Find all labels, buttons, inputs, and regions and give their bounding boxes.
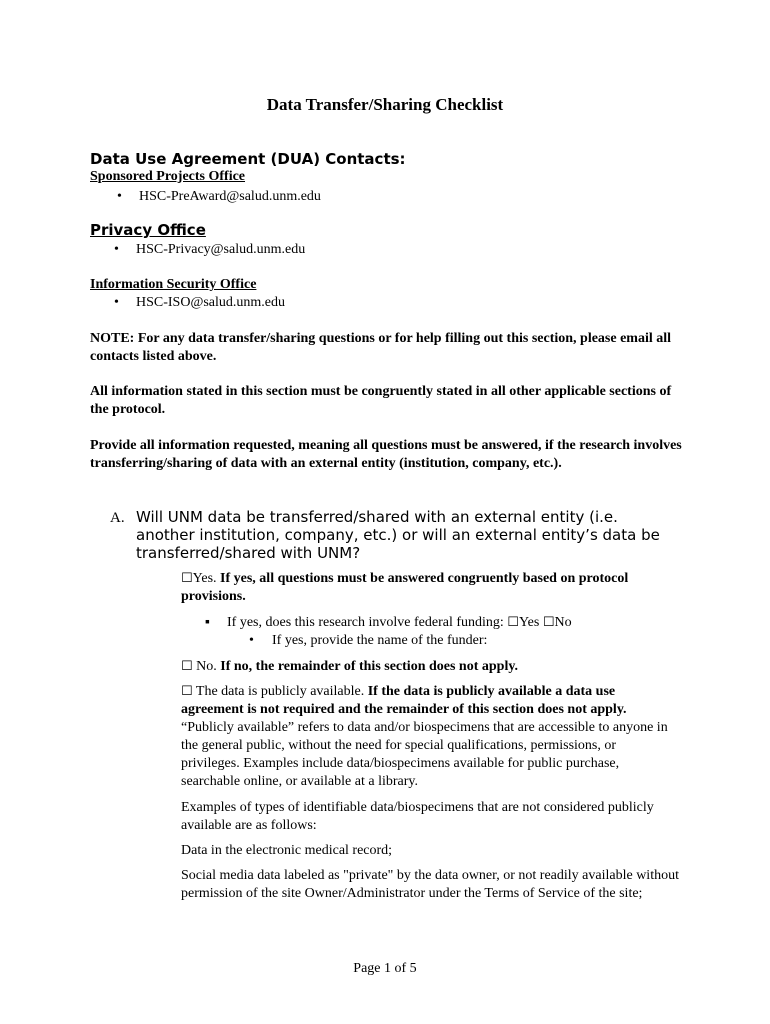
bullet-icon: • <box>114 295 119 310</box>
security-office-item <box>114 294 285 312</box>
sponsored-projects-heading: Sponsored Projects Office <box>90 169 246 184</box>
public-checkbox[interactable]: ☐ <box>181 684 193 699</box>
privacy-office-email[interactable]: HSC-Privacy@salud.unm.edu <box>136 242 306 257</box>
example-social-media: Social media data labeled as "private" by the data owner, or not readily available without permission of the site Owner/Administrator under the Terms of Service of the site; <box>181 868 679 901</box>
option-no <box>181 658 681 676</box>
document-title: Data Transfer/Sharing Checklist <box>266 95 504 114</box>
congruent-paragraph: All information stated in this section must be congruently stated in all other applicable sections of the protocol. <box>90 384 672 417</box>
bullet-icon: • <box>249 633 254 648</box>
option-yes <box>181 570 681 606</box>
bullet-icon: • <box>114 242 119 257</box>
yes-instruction: If yes, all questions must be answered congruently based on protocol provisions. <box>181 571 629 604</box>
note-paragraph: NOTE: For any data transfer/sharing questions or for help filling out this section, please email all contacts listed above. <box>90 331 672 364</box>
federal-yes-checkbox[interactable]: ☐ <box>507 615 519 630</box>
examples-intro: Examples of types of identifiable data/biospecimens that are not considered publicly available are as follows: <box>181 800 654 833</box>
federal-funding-question: If yes, does this research involve federal funding: <box>227 615 504 630</box>
dua-contacts-heading: Data Use Agreement (DUA) Contacts: <box>90 150 406 168</box>
bullet-icon: • <box>117 189 122 204</box>
funder-item <box>249 632 487 650</box>
privacy-office-item <box>114 241 305 259</box>
sponsored-projects-item <box>117 188 321 206</box>
question-text: Will UNM data be transferred/shared with an external entity (i.e. another institution, company, etc.) or will an external entity’s data be transferred/shared with UNM? <box>136 508 660 562</box>
funder-prompt: If yes, provide the name of the funder: <box>272 633 488 648</box>
question-letter: A. <box>110 510 125 526</box>
yes-label: Yes. <box>192 571 217 586</box>
no-checkbox[interactable]: ☐ <box>181 659 193 674</box>
federal-no-checkbox[interactable]: ☐ <box>542 615 555 630</box>
federal-funding-item <box>205 614 572 632</box>
privacy-office-heading: Privacy Office <box>90 221 206 239</box>
public-label: The data is publicly available. <box>195 684 365 699</box>
no-instruction: If no, the remainder of this section does not apply. <box>220 659 519 674</box>
federal-no-label: No <box>554 615 572 630</box>
security-office-email[interactable]: HSC-ISO@salud.unm.edu <box>136 295 286 310</box>
option-public <box>181 683 671 791</box>
provide-paragraph: Provide all information requested, meaning all questions must be answered, if the research involves transferring/sharing of data with an external entity (institution, company, etc.). <box>90 438 682 471</box>
federal-yes-label: Yes <box>518 615 540 630</box>
security-office-heading: Information Security Office <box>90 277 257 292</box>
yes-checkbox[interactable]: ☐ <box>181 571 193 586</box>
example-emr: Data in the electronic medical record; <box>181 843 393 858</box>
public-instruction: If the data is publicly available a data use agreement is not required and the remainder of this section does not apply. <box>181 684 627 717</box>
sponsored-projects-email[interactable]: HSC-PreAward@salud.unm.edu <box>139 189 321 204</box>
public-definition: “Publicly available” refers to data and/or biospecimens that are accessible to anyone in the general public, without the need for special qualifications, permissions, or privileges. Examples include data/biospecimens available for public purchase, searchable online, or available at a library. <box>181 720 668 789</box>
square-bullet-icon: ▪ <box>205 615 210 630</box>
page-footer: Page 1 of 5 <box>353 961 417 976</box>
no-label: No. <box>196 659 217 674</box>
